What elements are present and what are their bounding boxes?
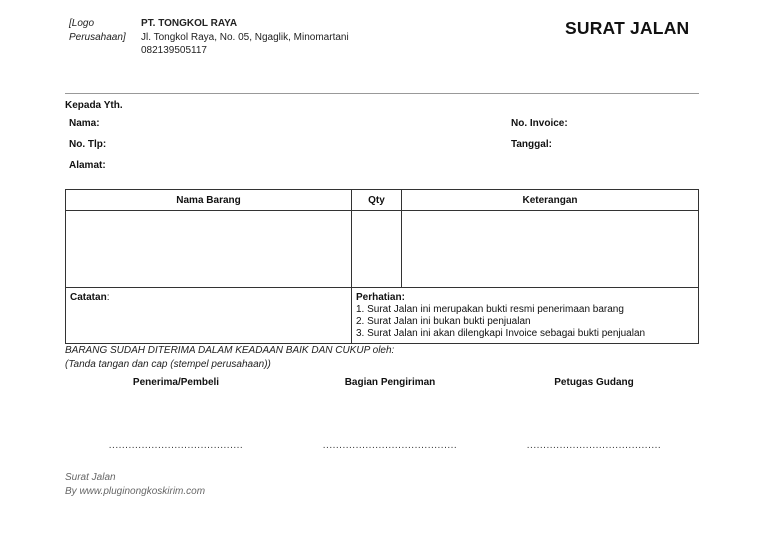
table-body-row — [66, 211, 699, 288]
notes-colon: : — [106, 292, 110, 303]
logo-line-1: [Logo — [69, 18, 95, 29]
attention-item: 1. Surat Jalan ini merupakan bukti resmi penerimaan barang — [356, 304, 624, 315]
qty-cell — [352, 211, 402, 288]
document-title: SURAT JALAN — [565, 18, 690, 38]
signature-instruction: (Tanda tangan dan cap (stempel perusahaan)) — [65, 359, 271, 370]
notes-cell — [66, 288, 352, 344]
recipient-heading: Kepada Yth. — [65, 100, 123, 111]
logo-line-2: Perusahaan] — [69, 32, 126, 43]
receipt-statement: BARANG SUDAH DITERIMA DALAM KEADAAN BAIK DAN CUKUP oleh: — [65, 345, 395, 356]
column-header-notes: Keterangan — [402, 190, 699, 211]
items-table — [65, 189, 699, 344]
attention-item: 3. Surat Jalan ini akan dilengkapi Invoice sebagai bukti penjualan — [356, 328, 646, 339]
signature-label-receiver: Penerima/Pembeli — [132, 377, 220, 388]
signature-label-shipping: Bagian Pengiriman — [344, 377, 436, 388]
footer — [65, 471, 205, 499]
description-cell — [402, 211, 699, 288]
signature-line-shipping: ......................................... — [322, 440, 458, 451]
company-name: PT. TONGKOL RAYA — [141, 18, 238, 29]
company-info — [141, 17, 349, 58]
attention-label: Perhatian: — [356, 292, 405, 303]
company-address: Jl. Tongkol Raya, No. 05, Ngaglik, Minomartani — [141, 31, 349, 43]
signature-line-warehouse: ......................................... — [526, 440, 662, 451]
attention-item: 2. Surat Jalan ini bukan bukti penjualan — [356, 316, 531, 327]
notes-label: Catatan — [70, 292, 107, 303]
signature-label-warehouse: Petugas Gudang — [554, 377, 634, 388]
signature-line-receiver: ......................................... — [108, 440, 244, 451]
attention-cell — [352, 288, 699, 344]
header-divider — [65, 93, 699, 94]
notes-row — [66, 288, 699, 344]
table-header-row — [66, 190, 699, 211]
phone-label: No. Tlp: — [69, 139, 107, 150]
name-label: Nama: — [69, 118, 100, 129]
footer-line-2: By www.pluginongkoskirim.com — [65, 486, 206, 497]
company-phone: 082139505117 — [141, 45, 207, 56]
footer-line-1: Surat Jalan — [65, 472, 116, 483]
item-name-cell — [66, 211, 352, 288]
logo-placeholder — [69, 17, 126, 45]
column-header-item-name: Nama Barang — [66, 190, 352, 211]
address-label: Alamat: — [69, 160, 106, 171]
invoice-label: No. Invoice: — [511, 118, 568, 129]
column-header-qty: Qty — [352, 190, 402, 211]
date-label: Tanggal: — [511, 139, 552, 150]
